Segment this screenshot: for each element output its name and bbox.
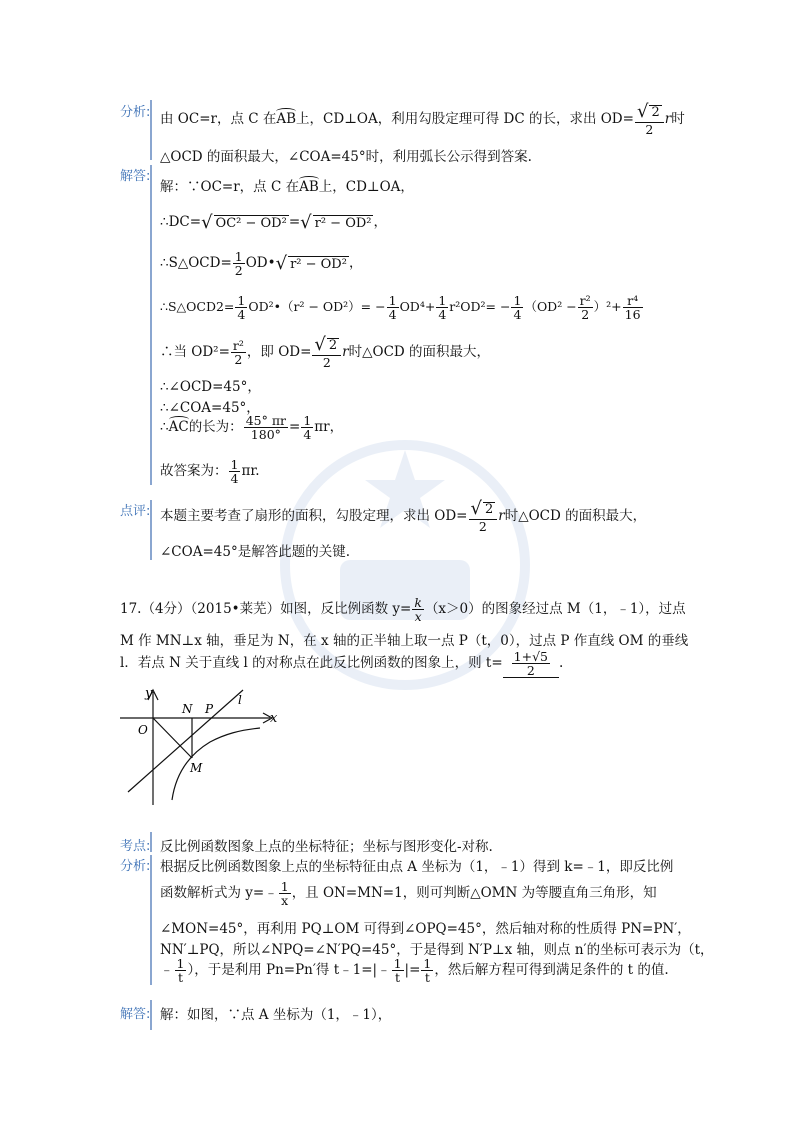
solution-line-5: ∴当 OD²= $\frac{\text{r²}}{2}$ ，即 OD= $\frac{√ 2}{2}$ r时△OCD 的面积最大，	[160, 334, 491, 370]
solution-line-4: ∴S△OCD2= $\frac{1}{4}$ OD²•（r² − OD²）= − $\frac{1}{4}$ OD⁴+ $\frac{1}{4}$ r²OD²= − $\frac{1}{4}$ （OD² − $\frac{\text{r²}}{2}$ ）²+ $\frac{\text{r⁴}}{16}$	[160, 293, 641, 323]
comment-tag: 点评:	[120, 504, 151, 519]
hyperbola-curve	[172, 728, 260, 800]
analysis2-line-5: ﹣ $\frac{1}{t}$ ），于是利用 Pn=Pn′得 t﹣1=|﹣ $\frac{1}{t}$ |= $\frac{1}{t}$ ，然后解方程可得到满足条件的 t 的值.	[160, 956, 669, 986]
label-x: x	[270, 711, 278, 726]
solution-line-3: ∴S△OCD= $\frac{1}{2}$ OD•√ r² − OD² ，	[160, 249, 363, 279]
answer-blank: $\frac{1+√5}{2}$	[503, 650, 559, 678]
comment-line-2: ∠COA=45°是解答此题的关键.	[160, 544, 350, 560]
solution-line-1: 解：∵OC=r，点 C 在AB上，CD⊥OA，	[160, 175, 414, 195]
label-p: P	[205, 702, 214, 716]
solution-line-6: ∴∠OCD=45°，	[160, 379, 261, 395]
analysis2-bar	[150, 855, 152, 985]
analysis2-tag: 分析:	[120, 859, 151, 874]
problem-17-line-2: M 作 MN⊥x 轴，垂足为 N，在 x 轴的正半轴上取一点 P（t，0），过点 P 作直线 OM 的垂线	[120, 633, 689, 649]
kaodian-text: 反比例函数图象上点的坐标特征；坐标与图形变化-对称.	[160, 839, 493, 855]
analysis-line-1: 由 OC=r，点 C 在AB上，CD⊥OA，利用勾股定理可得 DC 的长，求出 OD= $\frac{√ 2}{2}$ r时	[160, 101, 685, 137]
analysis-line-2: △OCD 的面积最大，∠COA=45°时，利用弧长公示得到答案.	[160, 149, 532, 165]
problem-17-line-3: l．若点 N 关于直线 l 的对称点在此反比例函数的图象上，则 t= $\frac{1+√5}{2}$ .	[120, 649, 564, 679]
solution-tag: 解答:	[120, 169, 151, 184]
analysis2-line-2: 函数解析式为 y=﹣ $\frac{1}{x}$ ，且 ON=MN=1，则可判断△OMN 为等腰直角三角形，知	[160, 879, 657, 909]
kaodian-tag: 考点:	[120, 839, 151, 854]
arc-ac: AC	[169, 416, 189, 435]
label-y: y	[145, 686, 153, 701]
solution2-line-1: 解：如图，∵点 A 坐标为（1，﹣1），	[160, 1007, 392, 1023]
label-l: l	[238, 693, 242, 707]
solution2-tag: 解答:	[120, 1007, 151, 1022]
solution-line-7: ∴∠COA=45°，	[160, 400, 260, 416]
solution-line-2: ∴DC=√ OC² − OD² =√ r² − OD² ，	[160, 212, 387, 233]
solution-line-8: ∴AC的长为： $\frac{45^\circ \pi r}{180^\circ}$ = $\frac{1}{4}$ πr，	[160, 413, 344, 443]
comment-line-1: 本题主要考查了扇形的面积，勾股定理，求出 OD= $\frac{√ 2}{2}$ r时△OCD 的面积最大，	[160, 498, 647, 534]
analysis-tag: 分析:	[120, 105, 151, 120]
solution-bar	[150, 165, 152, 485]
analysis2-line-1: 根据反比例函数图象上点的坐标特征由点 A 坐标为（1，﹣1）得到 k=﹣1，即反比例	[160, 859, 674, 875]
analysis2-line-3: ∠MON=45°，再利用 PQ⊥OM 可得到∠OPQ=45°，然后轴对称的性质得 PN=PN′，	[160, 921, 691, 937]
label-n: N	[182, 702, 193, 716]
analysis2-line-4: NN′⊥PQ，所以∠NPQ=∠N′PQ=45°，于是得到 N′P⊥x 轴，则点 n′的坐标可表示为（t，	[160, 942, 714, 958]
label-m: M	[190, 761, 203, 775]
label-o: O	[138, 723, 148, 737]
arc-ab: AB	[276, 108, 296, 127]
solution-line-9: 故答案为： $\frac{1}{4}$ πr.	[160, 457, 260, 487]
problem-17-line-1: 17.（4分）（2015•莱芜）如图，反比例函数 y= $\frac{k}{x}$ （x＞0）的图象经过点 M（1，﹣1），过点	[120, 595, 686, 625]
problem-17-figure	[110, 680, 290, 810]
